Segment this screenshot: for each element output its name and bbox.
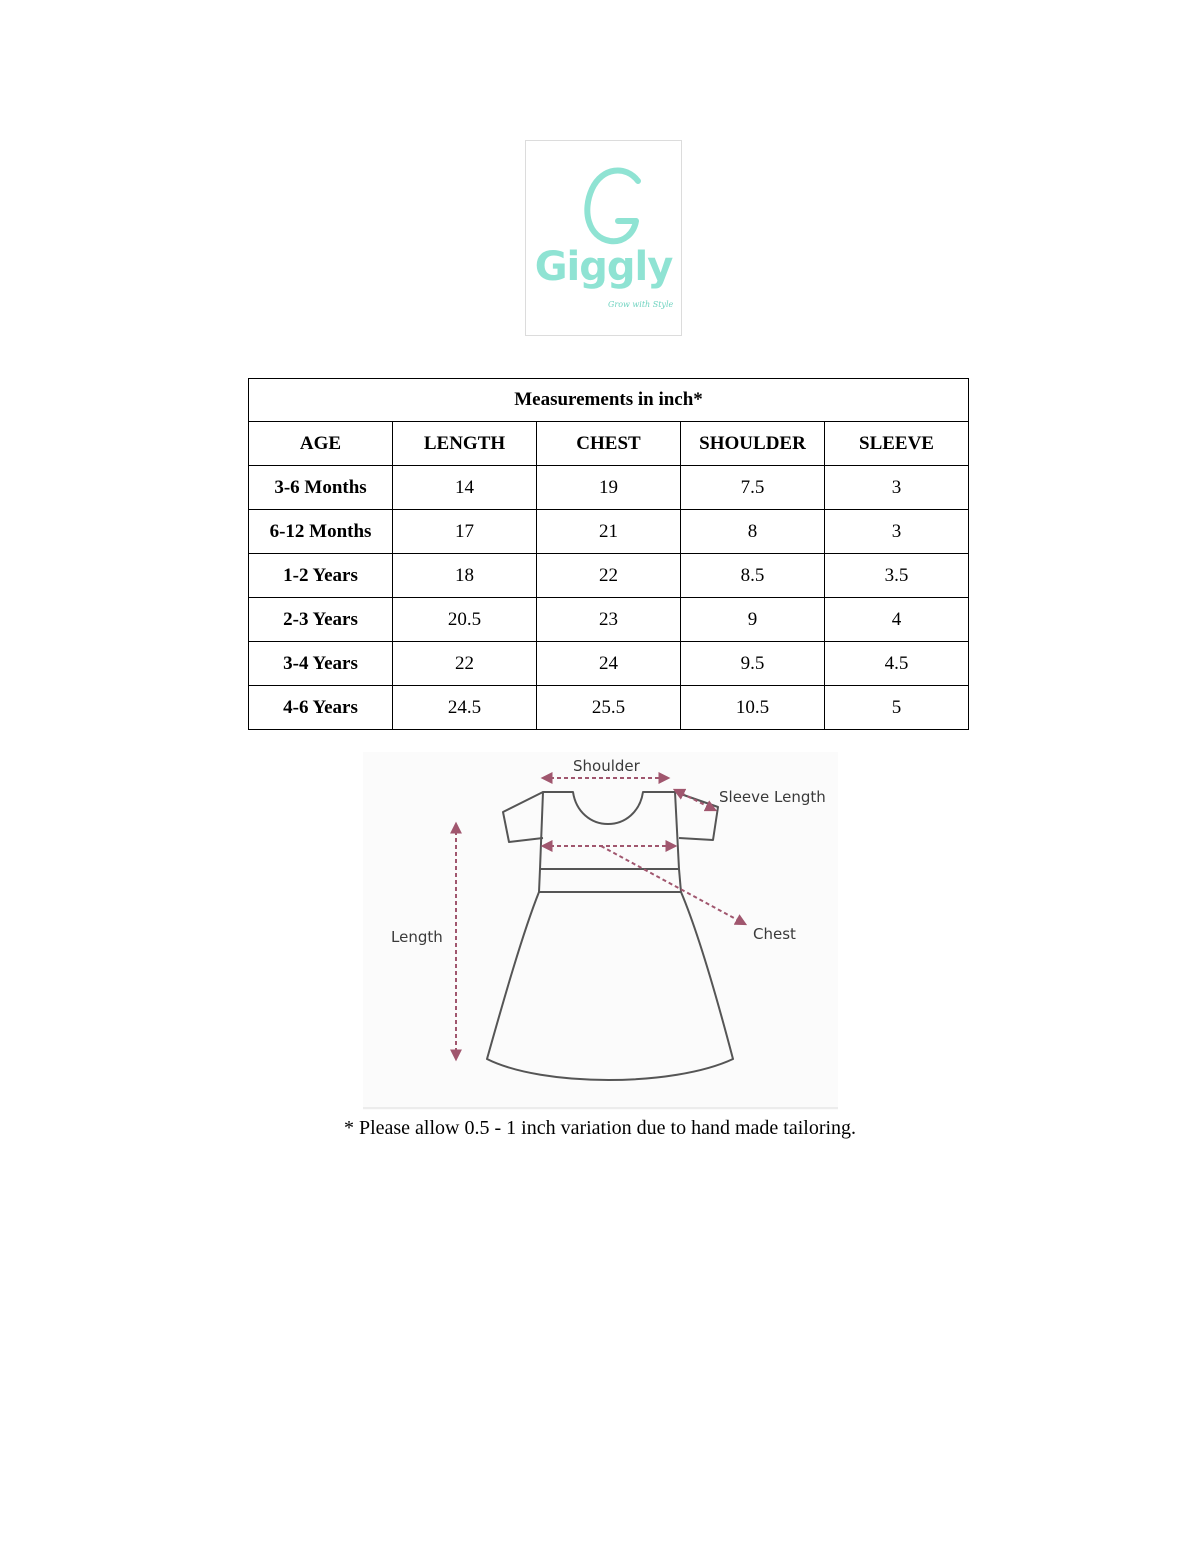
- cell-chest: 22: [537, 554, 681, 598]
- cell-length: 22: [393, 642, 537, 686]
- column-header-length: LENGTH: [393, 422, 537, 466]
- cell-chest: 24: [537, 642, 681, 686]
- cell-chest: 21: [537, 510, 681, 554]
- column-header-age: AGE: [249, 422, 393, 466]
- cell-length: 17: [393, 510, 537, 554]
- cell-sleeve: 5: [825, 686, 969, 730]
- tailoring-footnote: * Please allow 0.5 - 1 inch variation due to hand made tailoring.: [343, 1117, 857, 1139]
- cell-sleeve: 4: [825, 598, 969, 642]
- table-caption: Measurements in inch*: [249, 379, 969, 422]
- logo-brand-name: Giggly: [534, 244, 673, 290]
- table-row: [249, 466, 969, 510]
- cell-length: 18: [393, 554, 537, 598]
- cell-age: 3-6 Months: [249, 466, 393, 510]
- label-chest: Chest: [753, 925, 796, 943]
- column-header-shoulder: SHOULDER: [681, 422, 825, 466]
- label-length: Length: [391, 928, 443, 946]
- table-row: [249, 510, 969, 554]
- cell-age: 1-2 Years: [249, 554, 393, 598]
- cell-sleeve: 3: [825, 510, 969, 554]
- cell-age: 2-3 Years: [249, 598, 393, 642]
- cell-age: 3-4 Years: [249, 642, 393, 686]
- table-row: [249, 598, 969, 642]
- cell-age: 4-6 Years: [249, 686, 393, 730]
- table-row: [249, 686, 969, 730]
- logo-tagline: Grow with Style: [608, 300, 674, 309]
- cell-sleeve: 4.5: [825, 642, 969, 686]
- cell-chest: 19: [537, 466, 681, 510]
- label-shoulder: Shoulder: [573, 757, 640, 775]
- table-row: [249, 554, 969, 598]
- column-header-sleeve: SLEEVE: [825, 422, 969, 466]
- cell-length: 14: [393, 466, 537, 510]
- table-caption-row: [249, 379, 969, 422]
- cell-length: 20.5: [393, 598, 537, 642]
- cell-shoulder: 9.5: [681, 642, 825, 686]
- cell-chest: 23: [537, 598, 681, 642]
- table-row: [249, 642, 969, 686]
- table-header-row: [249, 422, 969, 466]
- cell-length: 24.5: [393, 686, 537, 730]
- cell-sleeve: 3: [825, 466, 969, 510]
- label-sleeve-length: Sleeve Length: [719, 788, 826, 806]
- cell-shoulder: 8: [681, 510, 825, 554]
- cell-shoulder: 8.5: [681, 554, 825, 598]
- cell-shoulder: 10.5: [681, 686, 825, 730]
- cell-shoulder: 9: [681, 598, 825, 642]
- size-chart-table: [248, 378, 969, 730]
- cell-shoulder: 7.5: [681, 466, 825, 510]
- dress-measurement-diagram: [363, 752, 838, 1110]
- cell-sleeve: 3.5: [825, 554, 969, 598]
- column-header-chest: CHEST: [537, 422, 681, 466]
- cell-chest: 25.5: [537, 686, 681, 730]
- cell-age: 6-12 Months: [249, 510, 393, 554]
